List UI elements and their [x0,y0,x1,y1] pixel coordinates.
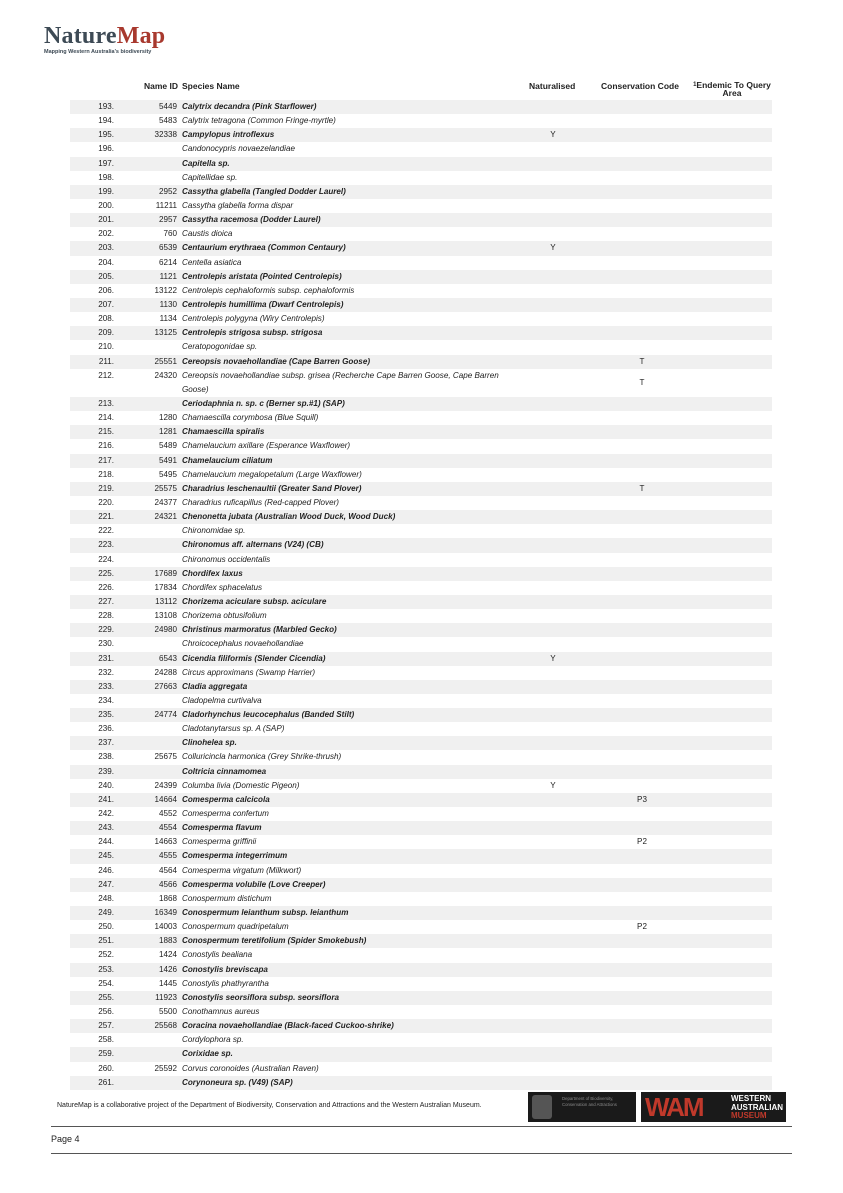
table-row [70,256,772,270]
table-row [70,864,772,878]
row-species-name: Centrolepis humillima (Dwarf Centrolepis) [182,299,344,309]
row-index: 196. [98,144,114,154]
table-row [70,312,772,326]
row-name-id: 13112 [155,596,177,606]
row-name-id: 1868 [158,893,177,903]
table-row [70,920,772,934]
row-index: 213. [98,398,114,408]
row-name-id: 5495 [158,469,177,479]
logo-wordmark [44,24,165,48]
table-row [70,185,772,199]
row-species-name: Cladorhynchus leucocephalus (Banded Stilt) [182,710,355,720]
table-row [70,553,772,567]
row-species-name: Cladotanytarsus sp. A (SAP) [182,724,285,734]
table-row [70,623,772,637]
table-row [70,199,772,213]
wam-line-museum: MUSEUM [731,1111,767,1121]
column-header-endemic [688,81,776,101]
table-row [70,793,772,807]
row-species-name: Caustis dioica [182,229,233,239]
row-name-id: 1426 [158,964,177,974]
row-conservation-code: P2 [637,837,647,847]
table-row [70,524,772,538]
table-row [70,779,772,793]
row-species-name: Corynoneura sp. (V49) (SAP) [182,1077,293,1087]
row-conservation-code: T [639,356,645,366]
naturemap-logo [44,24,165,55]
row-name-id: 14663 [154,837,177,847]
row-index: 242. [98,809,114,819]
row-species-name: Conospermum distichum [182,893,272,903]
table-row [70,270,772,284]
row-species-name: Comesperma volubile (Love Creeper) [182,879,326,889]
row-species-name: Colluricincla harmonica (Grey Shrike-thrush) [182,752,342,762]
row-index: 220. [98,497,114,507]
row-index: 260. [98,1063,114,1073]
row-species-name: Ceratopogonidae sp. [182,342,258,352]
row-name-id: 4566 [158,879,177,889]
row-index: 216. [98,441,114,451]
row-index: 247. [98,879,114,889]
row-index: 221. [98,512,114,522]
table-row [70,977,772,991]
row-name-id: 6539 [158,243,177,253]
row-index: 261. [98,1077,114,1087]
wam-mark-w: W [645,1092,667,1122]
row-index: 244. [98,837,114,847]
table-row [70,128,772,142]
row-species-name: Chamelaucium ciliatum [182,455,273,465]
row-species-name: Corixidae sp. [182,1049,233,1059]
row-species-name: Cassytha glabella (Tangled Dodder Laurel) [182,186,346,196]
row-name-id: 5500 [158,1007,177,1017]
row-species-name: Chamaescilla corymbosa (Blue Squill) [182,413,319,423]
table-row [70,326,772,340]
row-index: 241. [98,794,114,804]
row-index: 228. [98,611,114,621]
row-naturalised: Y [550,130,556,140]
row-name-id: 1130 [159,299,177,309]
row-name-id: 1281 [158,427,177,437]
table-row [70,114,772,128]
row-species-name: Chamelaucium axillare (Esperance Waxflower) [182,441,351,451]
row-name-id: 25675 [154,752,177,762]
row-index: 199. [98,186,114,196]
table-row [70,355,772,369]
row-name-id: 4555 [158,851,177,861]
page-number: Page 4 [51,1134,80,1144]
row-index: 254. [98,978,114,988]
wam-logo-text [731,1095,783,1121]
row-species-name: Centrolepis cephaloformis subsp. cephaloformis [182,285,355,295]
table-row [70,652,772,666]
row-name-id: 25568 [154,1021,177,1031]
table-row [70,835,772,849]
row-species-name: Cassytha racemosa (Dodder Laurel) [182,215,321,225]
row-index: 256. [98,1007,114,1017]
row-index: 249. [98,908,114,918]
table-row [70,694,772,708]
row-species-name: Chironomidae sp. [182,526,246,536]
row-index: 201. [98,215,114,225]
row-index: 231. [98,653,114,663]
row-conservation-code: T [639,483,645,493]
row-name-id: 13122 [154,285,177,295]
row-name-id: 760 [163,229,177,239]
row-name-id: 2952 [158,186,177,196]
footer-divider-bottom [51,1153,792,1154]
row-index: 237. [98,738,114,748]
row-name-id: 5449 [158,102,177,111]
row-species-name: Christinus marmoratus (Marbled Gecko) [182,625,337,635]
row-name-id: 17834 [154,582,177,592]
row-name-id: 25592 [154,1063,177,1073]
row-index: 230. [98,639,114,649]
logo-word-map: Map [116,23,166,49]
row-species-name: Charadrius ruficapillus (Red-capped Plover) [182,497,339,507]
row-index: 215. [98,427,114,437]
row-species-name: Centella asiatica [182,257,242,267]
row-species-name: Cereopsis novaehollandiae (Cape Barren Goose) [182,356,371,366]
row-index: 259. [98,1049,114,1059]
wam-line-western: WESTERN [731,1094,771,1103]
table-row [70,807,772,821]
row-index: 211. [98,356,114,366]
row-index: 208. [98,314,114,324]
table-row [70,765,772,779]
row-index: 252. [98,950,114,960]
row-species-name: Chironomus aff. alternans (V24) (CB) [182,540,324,550]
row-species-name: Comesperma confertum [182,809,269,819]
row-name-id: 13108 [154,611,177,621]
table-row [70,1047,772,1061]
row-index: 203. [98,243,114,253]
row-name-id: 25551 [154,356,177,366]
row-species-name: Chironomus occidentalis [182,554,271,564]
table-row [70,878,772,892]
row-index: 250. [98,922,114,932]
table-row [70,439,772,453]
row-species-name: Cereopsis novaehollandiae subsp. grisea (Recherche Cape Barren Goose, Cape Barren Goose) [182,370,499,394]
row-species-name: Chroicocephalus novaehollandiae [182,639,304,649]
row-name-id: 14003 [154,922,177,932]
table-row [70,510,772,524]
table-row [70,680,772,694]
row-index: 194. [98,116,114,126]
species-table [70,100,772,1090]
row-species-name: Capitellidae sp. [182,172,238,182]
row-species-name: Chamaescilla spiralis [182,427,265,437]
row-index: 197. [98,158,114,168]
row-name-id: 6214 [158,257,177,267]
logo-tagline: Mapping Western Australia's biodiversity [44,49,152,55]
table-row [70,284,772,298]
row-name-id: 24980 [154,625,177,635]
row-species-name: Conospermum leianthum subsp. leianthum [182,908,349,918]
column-header-species: Species Name [182,81,240,91]
row-name-id: 4554 [158,823,177,833]
row-species-name: Chorizema aciculare subsp. aciculare [182,596,327,606]
row-index: 200. [98,200,114,210]
row-species-name: Campylopus introflexus [182,130,275,140]
row-name-id: 24377 [154,497,177,507]
row-index: 253. [98,964,114,974]
row-index: 258. [98,1035,114,1045]
row-species-name: Conospermum quadripetalum [182,922,289,932]
row-species-name: Chenonetta jubata (Australian Wood Duck, Wood Duck) [182,512,396,522]
row-index: 226. [98,582,114,592]
row-species-name: Centrolepis polygyna (Wiry Centrolepis) [182,314,325,324]
row-index: 227. [98,596,114,606]
row-species-name: Candonocypris novaezelandiae [182,144,295,154]
row-name-id: 24774 [154,710,177,720]
row-name-id: 25575 [154,483,177,493]
row-naturalised: Y [550,243,556,253]
row-species-name: Ceriodaphnia n. sp. c (Berner sp.#1) (SAP) [182,398,345,408]
row-name-id: 6543 [158,653,177,663]
row-index: 219. [98,483,114,493]
table-row [70,708,772,722]
row-index: 232. [98,667,114,677]
column-header-name-id: Name ID [143,81,178,91]
row-index: 229. [98,625,114,635]
table-row [70,340,772,354]
row-naturalised: Y [550,653,556,663]
dbca-crest-icon [532,1095,552,1119]
row-conservation-code: P3 [637,794,647,804]
row-species-name: Comesperma virgatum (Milkwort) [182,865,302,875]
row-index: 255. [98,992,114,1002]
row-index: 195. [98,130,114,140]
row-species-name: Clinohelea sp. [182,738,237,748]
table-row [70,454,772,468]
table-row [70,496,772,510]
table-row [70,411,772,425]
row-name-id: 4564 [158,865,177,875]
row-index: 207. [98,299,114,309]
row-name-id: 1424 [158,950,177,960]
row-index: 206. [98,285,114,295]
row-name-id: 5489 [158,441,177,451]
row-species-name: Chorizema obtusifolium [182,611,267,621]
table-row [70,581,772,595]
table-row [70,468,772,482]
row-species-name: Coracina novaehollandiae (Black-faced Cuckoo-shrike) [182,1021,394,1031]
row-species-name: Comesperma flavum [182,823,262,833]
row-index: 235. [98,710,114,720]
row-name-id: 2957 [158,215,177,225]
endemic-header-label: Endemic To Query Area [696,80,771,98]
row-name-id: 32338 [154,130,177,140]
row-species-name: Calytrix tetragona (Common Fringe-myrtle) [182,116,336,126]
row-species-name: Centaurium erythraea (Common Centaury) [182,243,346,253]
row-name-id: 16349 [154,908,177,918]
row-index: 202. [98,229,114,239]
wam-mark [645,1094,703,1120]
row-index: 246. [98,865,114,875]
row-index: 233. [98,681,114,691]
row-species-name: Conothamnus aureus [182,1007,260,1017]
row-species-name: Chordifex laxus [182,568,243,578]
table-row [70,241,772,255]
table-row [70,736,772,750]
column-header-naturalised: Naturalised [529,81,576,91]
row-species-name: Cicendia filiformis (Slender Cicendia) [182,653,326,663]
table-row [70,821,772,835]
table-row [70,1076,772,1090]
row-species-name: Comesperma calcicola [182,794,270,804]
row-conservation-code: P2 [637,922,647,932]
row-index: 243. [98,823,114,833]
row-species-name: Corvus coronoides (Australian Raven) [182,1063,319,1073]
row-index: 245. [98,851,114,861]
row-index: 257. [98,1021,114,1031]
row-conservation-code: T [639,377,645,387]
row-name-id: 14664 [154,794,177,804]
row-index: 210. [98,342,114,352]
endemic-footnote-mark: 1 [693,82,697,88]
wam-line-australian: AUSTRALIAN [731,1102,783,1112]
table-row [70,567,772,581]
table-row [70,666,772,680]
table-row [70,157,772,171]
dbca-logo [528,1092,636,1122]
row-index: 222. [98,526,114,536]
table-row [70,171,772,185]
row-species-name: Conostylis breviscapa [182,964,268,974]
table-row [70,100,772,114]
table-row [70,482,772,496]
row-index: 209. [98,328,114,338]
row-index: 224. [98,554,114,564]
row-name-id: 4552 [158,809,177,819]
row-index: 234. [98,695,114,705]
row-index: 198. [98,172,114,182]
row-name-id: 11923 [155,992,177,1002]
row-name-id: 1445 [158,978,177,988]
wam-mark-m: M [682,1092,703,1122]
row-index: 239. [98,766,114,776]
table-row [70,963,772,977]
row-species-name: Chordifex sphacelatus [182,582,263,592]
row-species-name: Capitella sp. [182,158,230,168]
row-species-name: Conostylis bealiana [182,950,253,960]
row-index: 218. [98,469,114,479]
row-index: 240. [98,780,114,790]
table-row [70,892,772,906]
table-row [70,637,772,651]
row-name-id: 17689 [154,568,177,578]
table-row [70,722,772,736]
footer-divider-top [51,1126,792,1127]
row-index: 251. [98,936,114,946]
table-row [70,948,772,962]
table-row [70,1033,772,1047]
row-name-id: 11211 [155,200,177,210]
row-species-name: Calytrix decandra (Pink Starflower) [182,102,317,111]
row-species-name: Comesperma integerrimum [182,851,288,861]
row-index: 193. [98,102,114,111]
row-naturalised: Y [550,780,556,790]
row-name-id: 5483 [158,116,177,126]
wa-museum-logo [641,1092,786,1122]
row-species-name: Centrolepis aristata (Pointed Centrolepis) [182,271,342,281]
row-name-id: 24288 [154,667,177,677]
table-row [70,906,772,920]
row-species-name: Cassytha glabella forma dispar [182,200,294,210]
table-row [70,1005,772,1019]
table-row [70,609,772,623]
row-species-name: Charadrius leschenaultii (Greater Sand Plover) [182,483,362,493]
row-species-name: Cladia aggregata [182,681,248,691]
row-index: 205. [98,271,114,281]
row-name-id: 5491 [158,455,177,465]
row-species-name: Conospermum teretifolium (Spider Smokebush) [182,936,367,946]
row-index: 225. [98,568,114,578]
row-name-id: 13125 [154,328,177,338]
row-name-id: 1134 [159,314,177,324]
table-row [70,213,772,227]
footer-credit: NatureMap is a collaborative project of the Department of Biodiversity, Conservation and Attractions and the Western Australian Museum. [57,1102,482,1109]
table-row [70,397,772,411]
table-row [70,1019,772,1033]
row-species-name: Coltricia cinnamomea [182,766,267,776]
table-row [70,142,772,156]
row-species-name: Comesperma griffinii [182,837,257,847]
row-name-id: 24321 [154,512,177,522]
row-species-name: Centrolepis strigosa subsp. strigosa [182,328,323,338]
table-row [70,849,772,863]
table-row [70,934,772,948]
row-species-name: Conostylis seorsiflora subsp. seorsiflora [182,992,339,1002]
table-row [70,369,772,397]
row-species-name: Columba livia (Domestic Pigeon) [182,780,300,790]
row-index: 214. [98,413,114,423]
row-name-id: 24399 [154,780,177,790]
wam-mark-a: A [666,1092,683,1122]
row-species-name: Conostylis phathyrantha [182,978,269,988]
row-index: 217. [98,455,114,465]
row-name-id: 24320 [154,370,177,380]
row-index: 223. [98,540,114,550]
table-row [70,538,772,552]
row-species-name: Chamelaucium megalopetalum (Large Waxflower) [182,469,362,479]
row-index: 238. [98,752,114,762]
row-name-id: 1280 [158,413,177,423]
row-index: 212. [98,370,114,380]
column-header-conservation: Conservation Code [601,81,679,91]
table-row [70,227,772,241]
row-species-name: Circus approximans (Swamp Harrier) [182,667,316,677]
row-name-id: 1121 [159,271,177,281]
table-row [70,991,772,1005]
row-index: 236. [98,724,114,734]
row-name-id: 27663 [154,681,177,691]
row-index: 248. [98,893,114,903]
row-index: 204. [98,257,114,267]
row-species-name: Cordylophora sp. [182,1035,244,1045]
table-row [70,425,772,439]
table-row [70,298,772,312]
table-row [70,595,772,609]
table-row [70,750,772,764]
table-row [70,1062,772,1076]
logo-word-nature: Nature [44,23,117,49]
row-species-name: Cladopelma curtivalva [182,695,262,705]
dbca-logo-text: Department of Biodiversity, Conservation and Attractions [562,1096,617,1107]
row-name-id: 1883 [158,936,177,946]
